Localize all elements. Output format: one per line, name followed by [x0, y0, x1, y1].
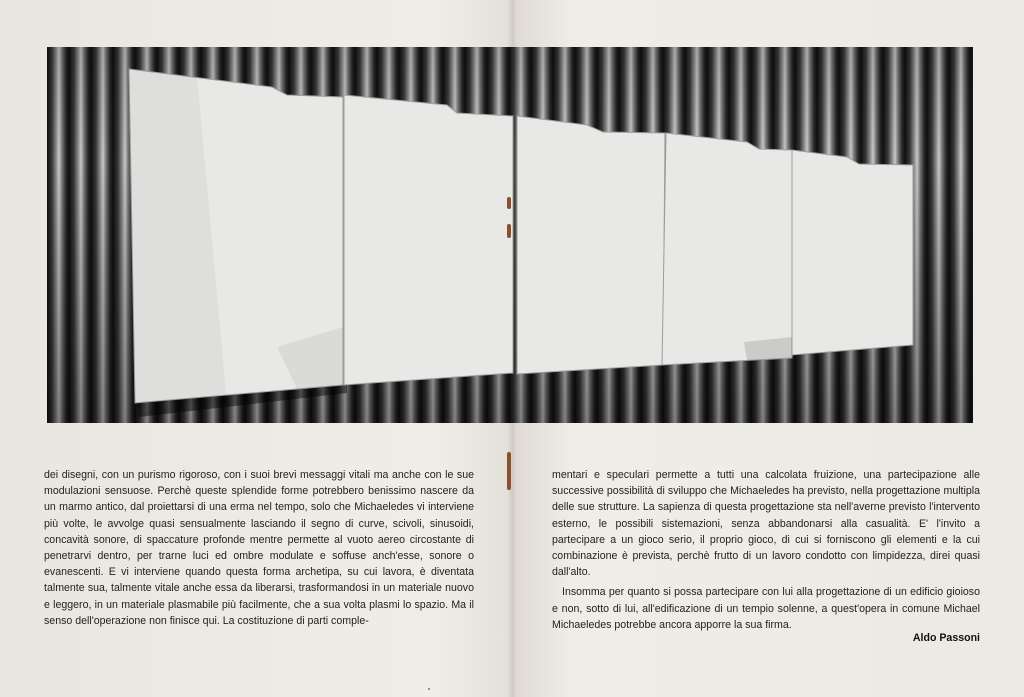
staple-middle [507, 224, 511, 238]
sculpture-panel-4 [662, 133, 792, 365]
sculpture-panel-5 [792, 150, 913, 355]
page-mark [428, 688, 430, 690]
author-signature: Aldo Passoni [912, 632, 980, 644]
sculpture-panel-3 [517, 116, 665, 374]
body-paragraph: mentari e speculari permette a tutti una calcolata fruizione, una partecipazione alle successive possibilità di sviluppo che Michaeledes ha previsto, nella progettazione multipla delle sue strutture. La sapienza di questa progettazione sta nell'averne previsto l'intervento esterno, le possibili sistemazioni, senza abbandonarsi alla casualità. E' l'invito a partecipare a un gioco serio, il proprio gioco, di cui si forniscono gli elementi e la cui combinazione è prevista, perchè frutto di un lavoro condotto con limpidezza, direi quasi dall'alto. [552, 469, 980, 579]
body-paragraph: dei disegni, con un purismo rigoroso, con i suoi brevi messaggi vitali ma anche con le sue modulazioni sensuose. Perchè queste splendide forme potrebbero benissimo nascere da un marmo antico, dal proiettarsi di una erma nel tempo, solo che Michaeledes vi interviene più volte, le avvolge quasi sensualmente lasciando il segno di curve, scivoli, sinusoidi, concavità sonore, di spaccature profonde mentre permette al vuoto aereo circostante di penetrarvi dentro, per trarne luci ed ombre modulate e soffuse anch'esse, sonore o evanescenti. E vi interviene quando questa forma archetipa, su cui lavora, è diventata talmente sua, talmente vitale anche essa da liberarsi, trasformandosi in un materiale nuovo e leggero, in un materiale plasmabile più facilmente, che a sua volta plasmi lo spazio. Ma il senso dell'operazione non finisce qui. La costituzione di parti comple- [44, 469, 474, 627]
staple-bottom [507, 452, 511, 490]
right-column-text [552, 467, 980, 633]
body-paragraph: Insomma per quanto si possa partecipare con lui alla progettazione di un edificio gioioso e non, sotto di lui, all'edificazione di un tempio solenne, a quest'opera in comune Michael Michaeledes potrebbe ancora apporre la sua firma. [552, 586, 980, 631]
sculpture-panel-2 [344, 95, 513, 385]
left-column-text [44, 467, 474, 629]
staple-top [507, 197, 511, 209]
